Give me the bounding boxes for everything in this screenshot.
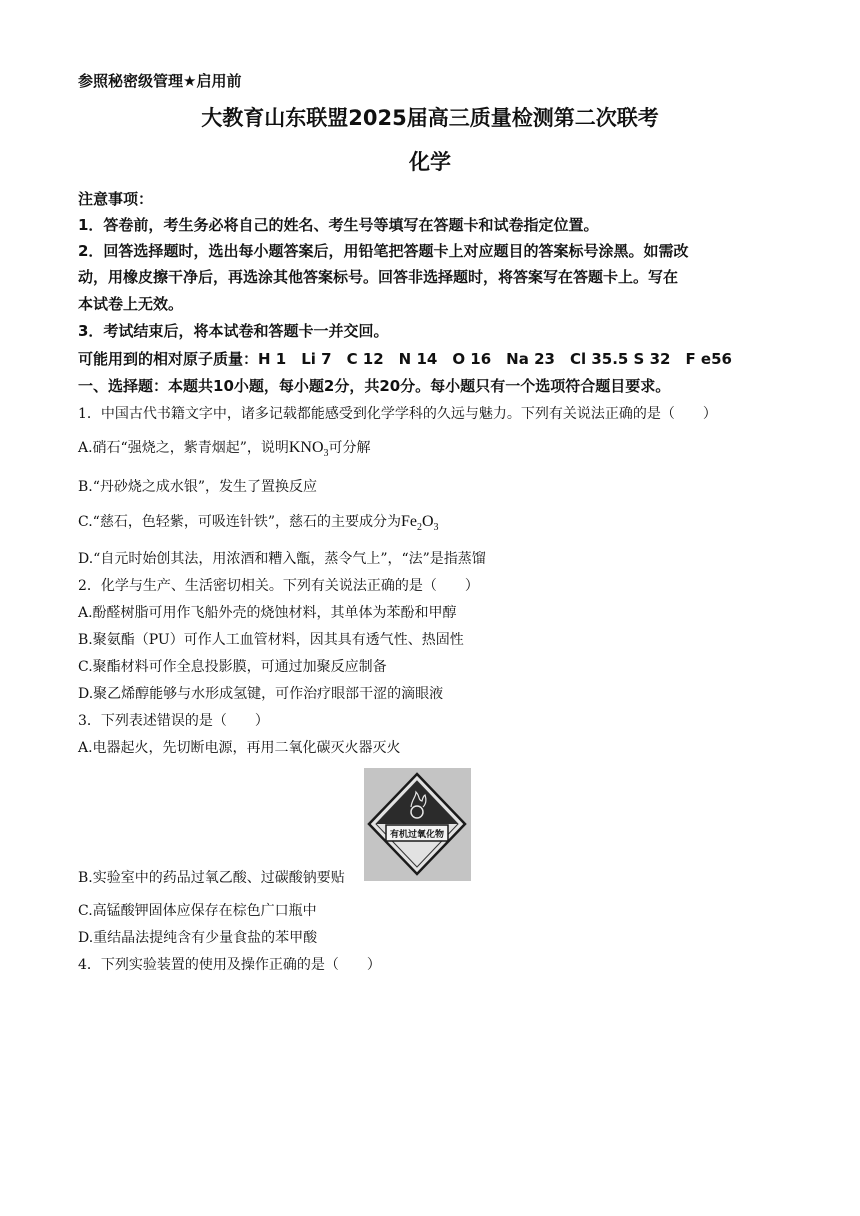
question-3-option-b: B.实验室中的药品过氧乙酸、过碳酸钠要贴 [78,870,345,886]
question-2-option-c: C.聚酯材料可作全息投影膜，可通过加聚反应制备 [78,659,387,675]
note-item: 2．回答选择题时，选出每小题答案后，用铅笔把答题卡上对应题目的答案标号涂黑。如需改 [78,242,689,260]
question-1-stem: 1．中国古代书籍文字中，诸多记载都能感受到化学学科的久远与魅力。下列有关说法正确的是（ ） [78,406,717,422]
question-3-option-d: D.重结晶法提纯含有少量食盐的苯甲酸 [78,930,318,946]
exam-title: 大教育山东联盟2025届高三质量检测第二次联考 [201,106,659,130]
question-1-option-d: D.“自元时始创其法，用浓酒和糟入甑，蒸令气上”，“法”是指蒸馏 [78,551,486,567]
note-item: 本试卷上无效。 [78,295,184,313]
note-item: 动，用橡皮擦干净后，再选涂其他答案标号。回答非选择题时，将答案写在答题卡上。写在 [78,268,679,286]
question-2-option-d: D.聚乙烯醇能够与水形成氢键，可作治疗眼部干涩的滴眼液 [78,686,444,702]
question-1-option-b: B.“丹砂烧之成水银”，发生了置换反应 [78,479,318,495]
hazard-diamond-icon [364,768,471,881]
note-item: 3．考试结束后，将本试卷和答题卡一并交回。 [78,322,389,340]
question-1-option-c [78,511,439,533]
subject-title: 化学 [409,150,451,174]
question-3-stem: 3．下列表述错误的是（ ） [78,713,269,729]
confidential-notice: 参照秘密级管理★启用前 [78,72,242,90]
question-1-option-a [78,437,371,459]
organic-peroxide-hazard-label-image [364,768,471,881]
option-text: C.“慈石，色轻紫，可吸连针铁”，慈石的主要成分为 [78,514,401,530]
question-3-option-c: C.高锰酸钾固体应保存在棕色广口瓶中 [78,903,317,919]
chem-formula: $Fe_2O_3$ [400,513,439,534]
chem-formula: $KNO_3$ [288,439,329,460]
note-item: 1．答卷前，考生务必将自己的姓名、考生号等填写在答题卡和试卷指定位置。 [78,216,599,234]
question-2-option-b: B.聚氨酯（PU）可作人工血管材料，因其具有透气性、热固性 [78,632,464,648]
question-2-option-a: A.酚醛树脂可用作飞船外壳的烧蚀材料，其单体为苯酚和甲醇 [78,605,457,621]
atomic-masses: 可能用到的相对原子质量：H 1 Li 7 C 12 N 14 O 16 Na 23 Cl 35.5 S 32 F e56 [78,350,732,368]
notes-heading: 注意事项： [78,190,154,208]
question-4-stem: 4．下列实验装置的使用及操作正确的是（ ） [78,957,381,973]
option-text: 可分解 [328,440,371,456]
hazard-label-text: 有机过氧化物 [389,830,445,840]
section-heading: 一、选择题：本题共10小题，每小题2分，共20分。每小题只有一个选项符合题目要求。 [78,377,671,395]
option-text: A.硝石“强烧之，紫青烟起”，说明 [78,440,289,456]
question-2-stem: 2．化学与生产、生活密切相关。下列有关说法正确的是（ ） [78,578,479,594]
question-3-option-a: A.电器起火，先切断电源，再用二氧化碳灭火器灭火 [78,740,401,756]
